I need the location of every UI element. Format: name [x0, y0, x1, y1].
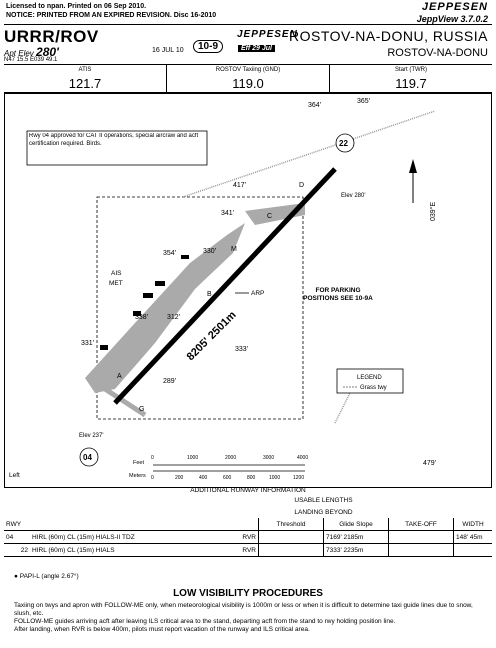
- jeppesen-mid-logo: JEPPESEN: [237, 29, 298, 40]
- col-width: WIDTH: [454, 518, 493, 531]
- col-takeoff: TAKE-OFF: [389, 518, 454, 531]
- license-notice: [6, 2, 216, 20]
- met-label: MET: [109, 280, 123, 287]
- scale-feet-tick: 2000: [225, 455, 237, 461]
- scale-feet-tick: 4000: [297, 455, 309, 461]
- scale-feet-tick: 0: [151, 455, 154, 461]
- scale-meters-tick: 800: [247, 475, 256, 481]
- freq-atis: ATIS 121.7: [4, 65, 167, 93]
- note-text: Rwy 04 approved for CAT II operations, special aircraw and acft certification required. Birds.: [29, 133, 199, 147]
- col-threshold: Threshold: [259, 518, 324, 531]
- table-row: [4, 531, 492, 544]
- building: [100, 345, 108, 350]
- scale-feet-label: Feet: [133, 460, 145, 466]
- lvp-title: LOW VISIBILITY PROCEDURES: [173, 588, 323, 599]
- row-glide: 7333' 2235m: [324, 544, 389, 557]
- north-arrow-icon: [409, 159, 417, 173]
- taxiway-g-label: G: [139, 406, 145, 413]
- scale-meters-tick: 1200: [293, 475, 305, 481]
- row-lights: HIRL (60m) CL (15m) HIALS-II TDZ RVR: [32, 533, 256, 541]
- parking-note: FOR PARKING POSITIONS SEE 10-9A: [303, 287, 373, 302]
- airport-diagram: [4, 92, 492, 488]
- landing-beyond-label: LANDING BEYOND: [294, 508, 353, 516]
- scale-meters-tick: 600: [223, 475, 232, 481]
- rwy-22-label: 22: [339, 139, 348, 148]
- col-glide: Glide Slope: [324, 518, 389, 531]
- taxiway-b-label: B: [207, 291, 212, 298]
- scale-feet-tick: 3000: [263, 455, 275, 461]
- obstacle-341: 341': [221, 210, 235, 217]
- fence-line-top: [183, 111, 435, 197]
- frequency-row: [4, 64, 492, 94]
- obstacle-364: 364': [308, 102, 322, 109]
- apt-elev-value: 280': [36, 45, 59, 59]
- row-threshold: [259, 544, 324, 557]
- scale-meters-tick: 1000: [269, 475, 281, 481]
- papi-note: ● PAPI-L (angle 2.67°): [14, 573, 79, 580]
- coordinates: N47 15.5 E039 49.1: [4, 57, 58, 63]
- scale-meters-tick: 400: [199, 475, 208, 481]
- apt-elev-label: Apt Elev: [4, 49, 34, 58]
- license-line: Licensed to npan. Printed on 06 Sep 2010.: [6, 3, 147, 10]
- building: [155, 281, 165, 286]
- taxiway-c-label: C: [267, 213, 273, 220]
- row-rwy: 22: [20, 546, 28, 554]
- city-name: ROSTOV-NA-DONU, RUSSIA: [289, 28, 488, 44]
- arp-label: ARP: [251, 290, 265, 297]
- airport-diagram-svg: [5, 93, 491, 487]
- note-text-wrap: [29, 133, 205, 165]
- obstacle-479: 479': [423, 460, 437, 467]
- obstacle-338: 338': [135, 314, 149, 321]
- obstacle-330: 330': [203, 248, 217, 255]
- apron-area: [85, 223, 245, 393]
- usable-lengths-label: USABLE LENGTHS: [294, 496, 353, 504]
- building: [181, 255, 189, 259]
- row-takeoff: [389, 544, 454, 557]
- scale-feet-tick: 1000: [187, 455, 199, 461]
- ais-label: AIS: [111, 270, 122, 277]
- rwy-04-label: 04: [83, 453, 92, 462]
- notice-line: NOTICE: PRINTED FROM AN EXPIRED REVISION. Disc 16-2010: [6, 12, 217, 19]
- obstacle-312: 312': [167, 314, 181, 321]
- jeppesen-logo: JEPPESEN: [421, 1, 488, 13]
- taxiway-m-label: M: [231, 246, 237, 253]
- airport-name: ROSTOV-NA-DONU: [387, 47, 488, 59]
- scale-meters-tick: 0: [151, 475, 154, 481]
- lvp-paragraph: Taxiing on twys and apron with FOLLOW-ME only, when meteorological visibility is 1000m or less or when it is difficult to determine taxi guide lines due to snow, slush, etc.: [14, 602, 473, 617]
- lvp-paragraph: After landing, when RVR is below 400m, pilots must report vacation of the runway and ILS critical area.: [14, 626, 310, 633]
- table-header-row-3: [4, 518, 492, 531]
- legend-title: LEGEND: [357, 375, 382, 381]
- lvp-text: [14, 602, 484, 634]
- obstacle-331: 331': [81, 340, 95, 347]
- row-takeoff: [389, 531, 454, 544]
- row-threshold: [259, 531, 324, 544]
- row-glide: 7169' 2185m: [324, 531, 389, 544]
- left-label: Left: [9, 472, 20, 479]
- obstacle-289: 289': [163, 378, 177, 385]
- table-row: [4, 544, 492, 557]
- row-width: 148' 45m: [454, 531, 493, 544]
- scale-meters-tick: 200: [175, 475, 184, 481]
- row-rwy: 04: [6, 533, 14, 541]
- runway-length-label: 8205' 2501m: [184, 309, 239, 364]
- col-rwy: RWY: [6, 520, 22, 528]
- scale-meters-label: Meters: [129, 473, 146, 479]
- table-header-row-1: [4, 494, 492, 506]
- legend-item: Grass twy: [360, 385, 387, 391]
- variation-label: 039°E: [430, 201, 437, 221]
- building: [143, 293, 153, 298]
- elev-top: Elev 280': [341, 193, 366, 199]
- version-label: JeppView 3.7.0.2: [416, 14, 488, 24]
- header-divider: [4, 24, 492, 25]
- table-title: ADDITIONAL RUNWAY INFORMATION: [190, 487, 306, 494]
- parking-note-wrap: [303, 287, 373, 327]
- obstacle-417: 417': [233, 182, 247, 189]
- taxiway-d-label: D: [299, 182, 305, 189]
- runway-info-table: [4, 487, 492, 557]
- runway-info-grid: [4, 494, 492, 557]
- runway-04-22: [115, 169, 335, 403]
- freq-ground: ROSTOV Taxiing (GND) 119.0: [167, 65, 330, 93]
- effective-date: Eff 29 Jul: [238, 45, 275, 52]
- chart-date: 16 JUL 10: [152, 47, 184, 54]
- obstacle-333: 333': [235, 346, 249, 353]
- chart-number: 10-9: [193, 40, 223, 53]
- row-lights: HIRL (60m) CL (15m) HIALS RVR: [32, 546, 256, 554]
- obstacle-354: 354': [163, 250, 177, 257]
- table-header-row-2: [4, 506, 492, 518]
- obstacle-365: 365': [357, 98, 371, 105]
- row-width: [454, 544, 493, 557]
- lvp-paragraph: FOLLOW-ME guides arriving acft after leaving ILS critical area to the stand, departing acft from the stand to rwy holding position line.: [14, 618, 396, 625]
- taxiway-a-label: A: [117, 373, 122, 380]
- icao-code: URRR/ROV: [4, 27, 99, 46]
- elev-bottom: Elev 237': [79, 433, 104, 439]
- freq-tower: Start (TWR) 119.7: [395, 67, 427, 91]
